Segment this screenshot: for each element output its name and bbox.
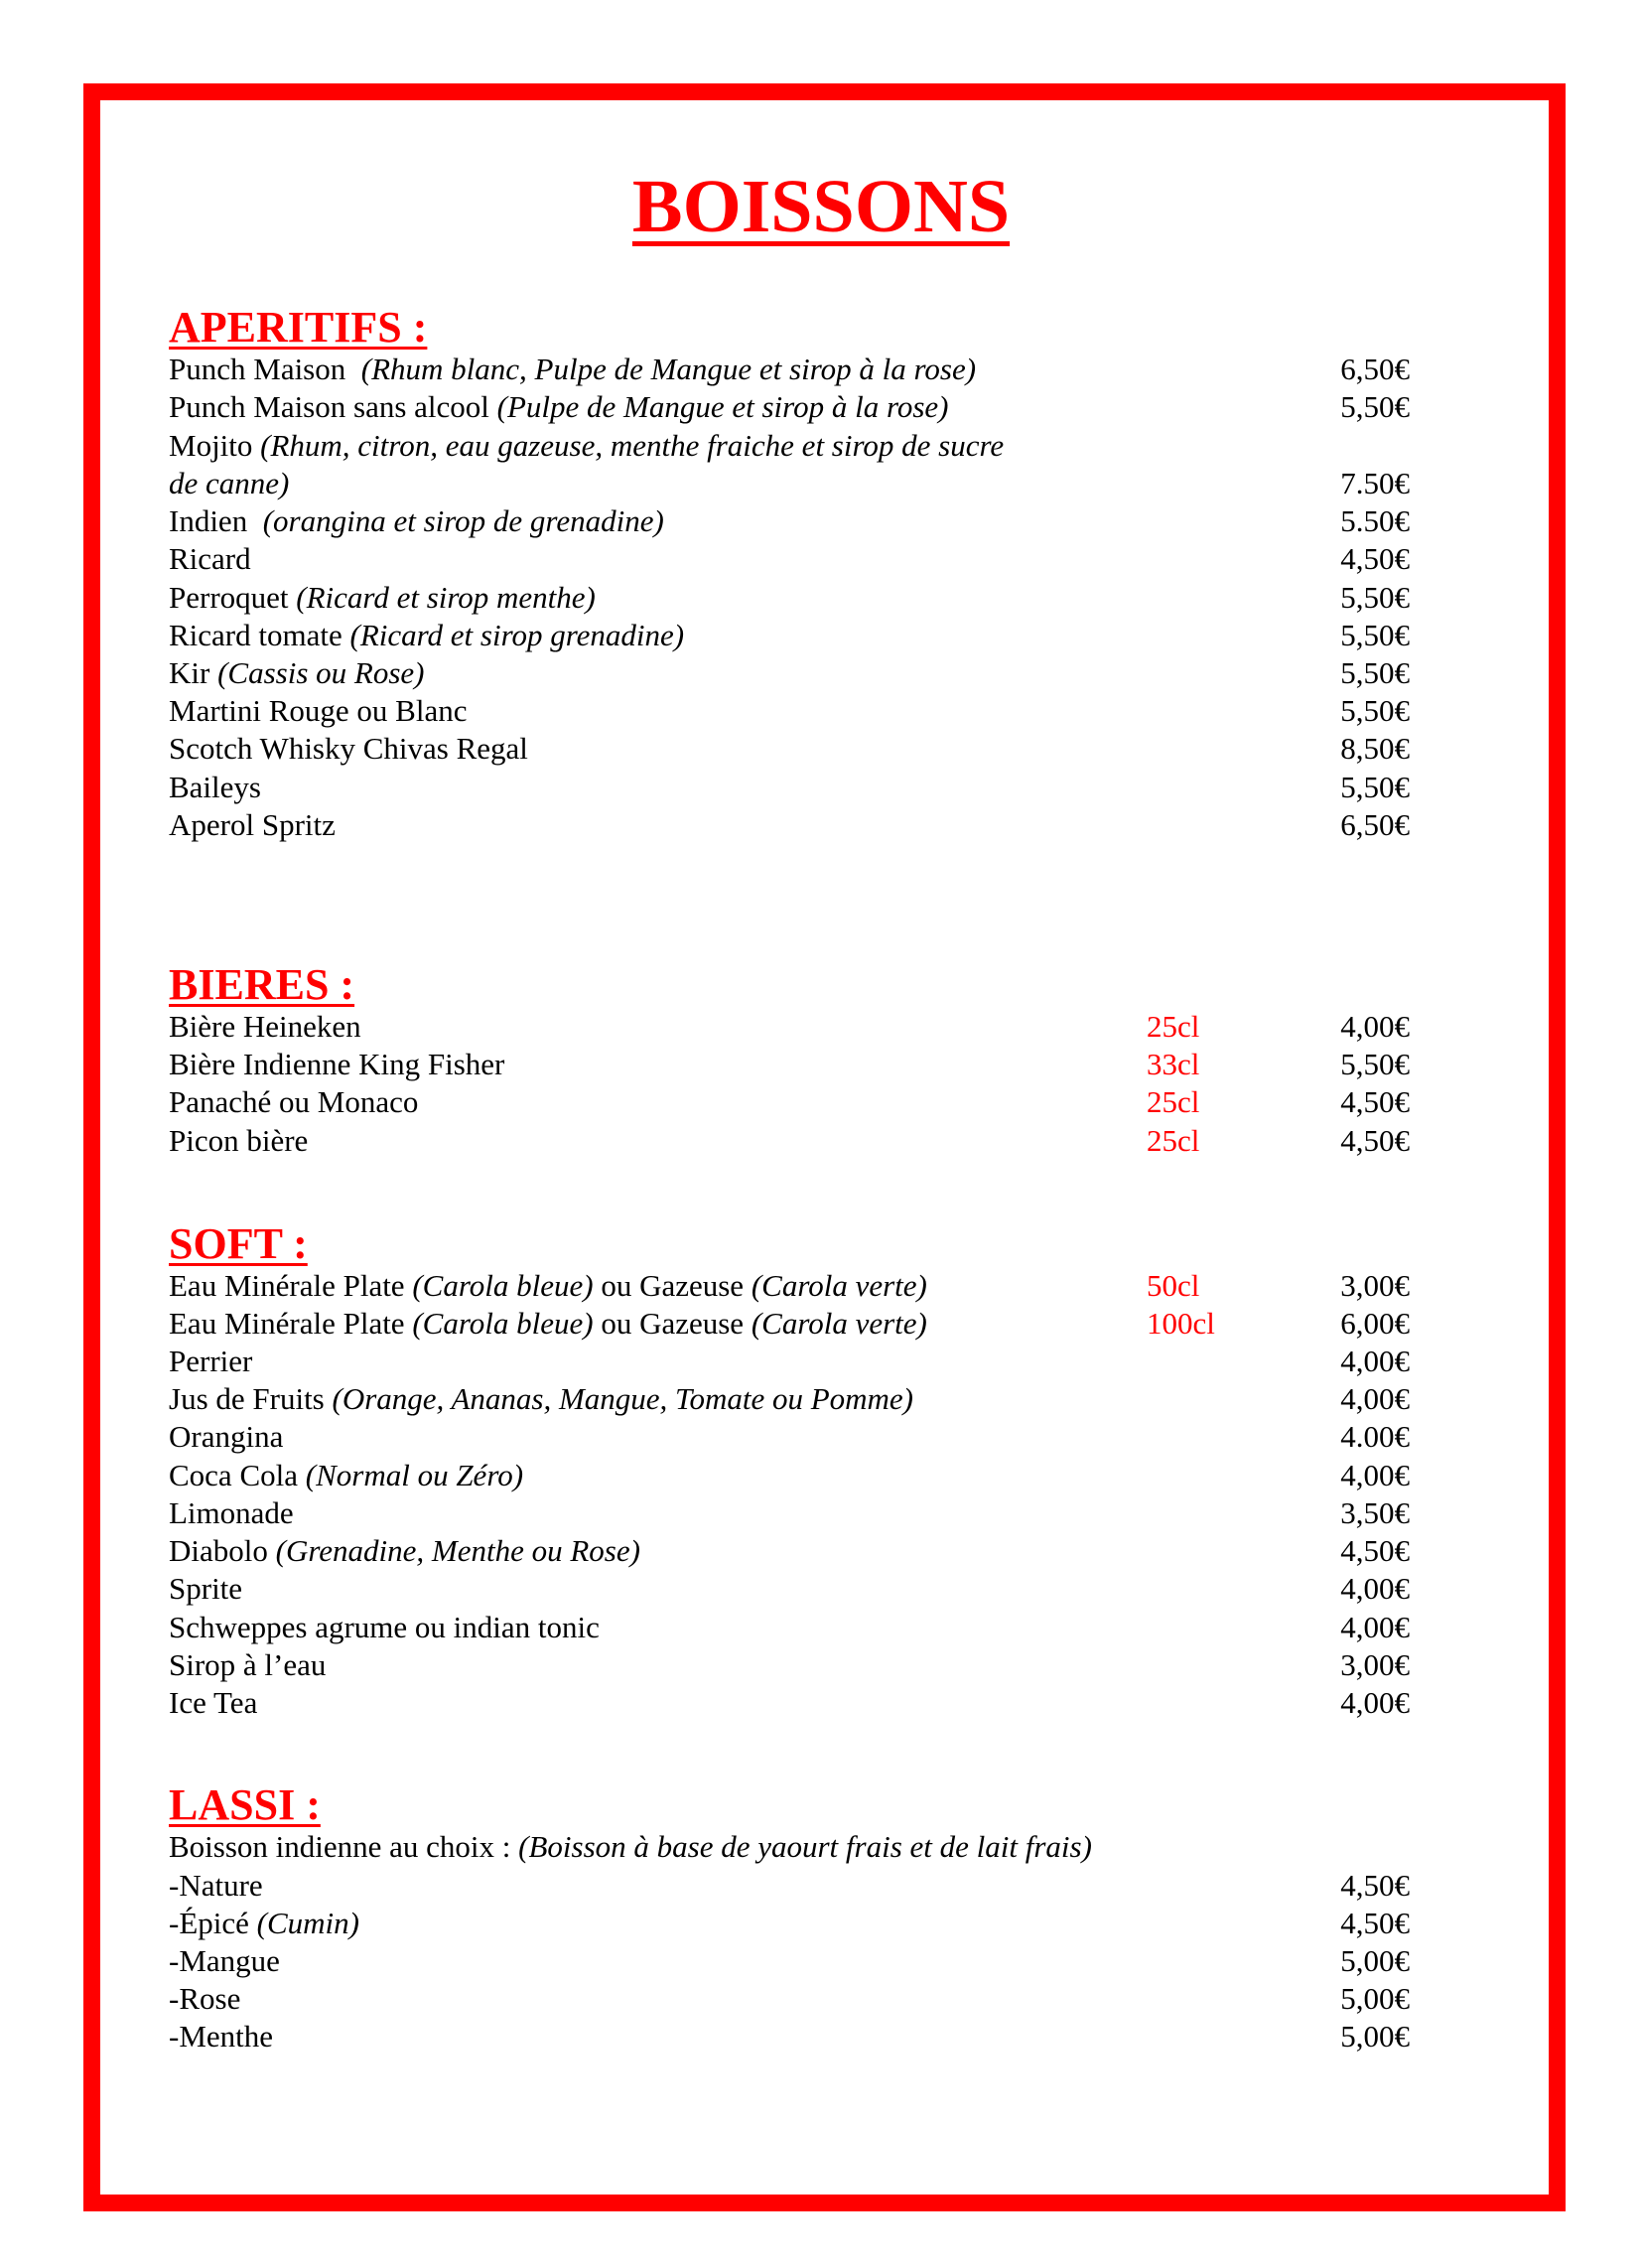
bieres-heading: BIERES : <box>169 960 355 1009</box>
menu-item: Baileys 5,50€ <box>169 770 1410 804</box>
menu-item: Perrier 4,00€ <box>169 1344 1410 1378</box>
menu-item: Limonade 3,50€ <box>169 1495 1410 1530</box>
menu-item: Panaché ou Monaco 25cl 4,50€ <box>169 1084 1410 1119</box>
menu-item: -Rose 5,00€ <box>169 1981 1410 2016</box>
menu-item: Ricard tomate (Ricard et sirop grenadine) 5,50€ <box>169 618 1410 652</box>
soft-heading: SOFT : <box>169 1219 308 1268</box>
menu-item: Indien (orangina et sirop de grenadine) 5.50€ <box>169 503 1410 538</box>
menu-item: Orangina 4.00€ <box>169 1419 1410 1454</box>
page-title: BOISSONS <box>631 165 1011 248</box>
menu-item: Coca Cola (Normal ou Zéro) 4,00€ <box>169 1458 1410 1492</box>
menu-item: Eau Minérale Plate (Carola bleue) ou Gazeuse (Carola verte) 100cl 6,00€ <box>169 1306 1410 1341</box>
menu-item: Perroquet (Ricard et sirop menthe) 5,50€ <box>169 580 1410 615</box>
menu-item: Ice Tea 4,00€ <box>169 1685 1410 1720</box>
menu-item: Bière Indienne King Fisher 33cl 5,50€ <box>169 1047 1410 1081</box>
lassi-intro: Boisson indienne au choix : (Boisson à base de yaourt frais et de lait frais) <box>169 1829 1092 1864</box>
menu-item: Mojito (Rhum, citron, eau gazeuse, menthe fraiche et sirop de sucre <box>169 428 1005 463</box>
menu-item: Eau Minérale Plate (Carola bleue) ou Gazeuse (Carola verte) 50cl 3,00€ <box>169 1268 1410 1303</box>
menu-item: Bière Heineken 25cl 4,00€ <box>169 1009 1410 1044</box>
menu-item: Jus de Fruits (Orange, Ananas, Mangue, Tomate ou Pomme) 4,00€ <box>169 1381 1410 1416</box>
menu-item: Kir (Cassis ou Rose) 5,50€ <box>169 655 1410 690</box>
menu-item: Scotch Whisky Chivas Regal 8,50€ <box>169 731 1410 766</box>
menu-item: -Menthe 5,00€ <box>169 2019 1410 2054</box>
menu-item: Ricard 4,50€ <box>169 541 1410 576</box>
menu-item: Diabolo (Grenadine, Menthe ou Rose) 4,50€ <box>169 1533 1410 1568</box>
menu-item: Sprite 4,00€ <box>169 1571 1410 1606</box>
menu-item: Sirop à l’eau 3,00€ <box>169 1647 1410 1682</box>
menu-item: Punch Maison sans alcool (Pulpe de Mangue et sirop à la rose) 5,50€ <box>169 389 1410 424</box>
menu-item: Schweppes agrume ou indian tonic 4,00€ <box>169 1610 1410 1644</box>
menu-item: Punch Maison (Rhum blanc, Pulpe de Mangue et sirop à la rose) 6,50€ <box>169 352 1410 386</box>
menu-item: Martini Rouge ou Blanc 5,50€ <box>169 693 1410 728</box>
menu-item: Aperol Spritz 6,50€ <box>169 807 1410 842</box>
menu-item: -Nature 4,50€ <box>169 1868 1410 1903</box>
aperitifs-heading: APERITIFS : <box>169 303 428 352</box>
lassi-heading: LASSI : <box>169 1780 321 1829</box>
menu-item: de canne) 7.50€ <box>169 466 1410 500</box>
menu-item: -Épicé (Cumin) 4,50€ <box>169 1906 1410 1940</box>
menu-item: -Mangue 5,00€ <box>169 1943 1410 1978</box>
menu-item: Picon bière 25cl 4,50€ <box>169 1123 1410 1158</box>
